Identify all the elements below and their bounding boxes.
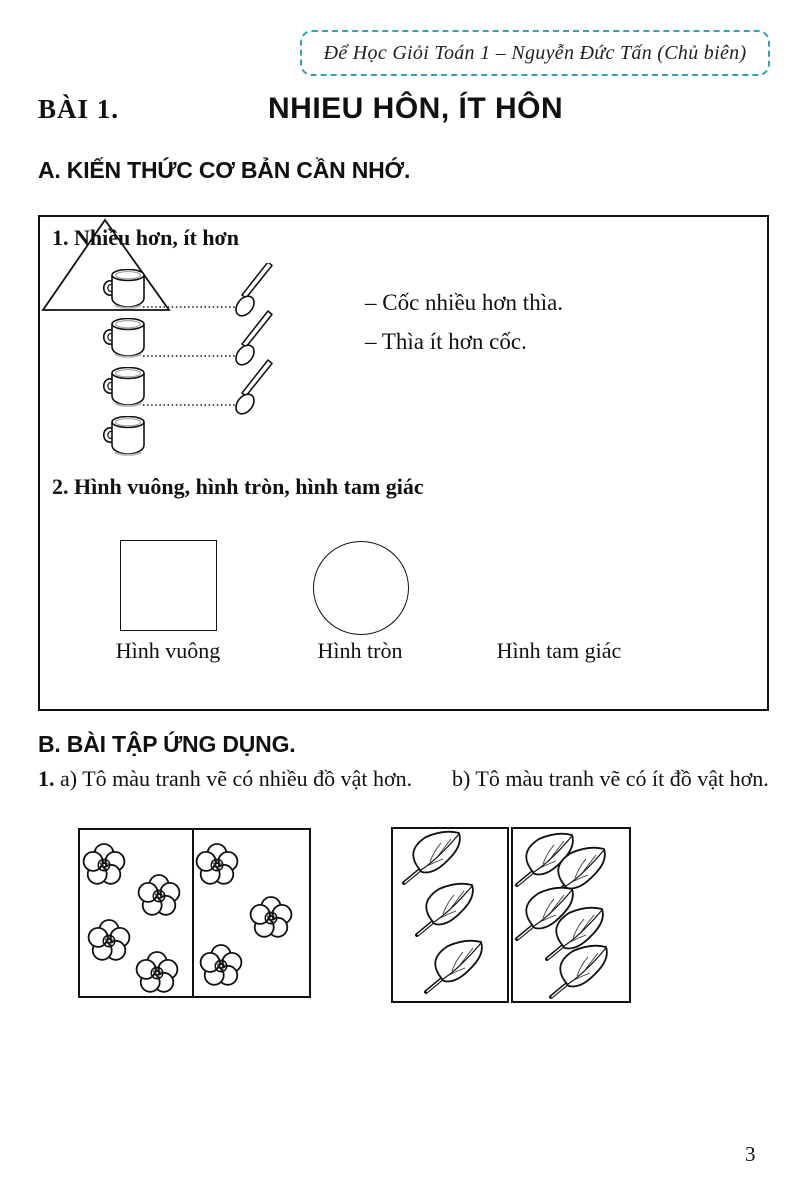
leaf-icon — [400, 829, 464, 887]
spoon-icon — [232, 263, 272, 319]
leaf-icon — [547, 943, 611, 1001]
exercise-1b-text — [452, 766, 769, 792]
item1-heading: 1. Nhiều hơn, ít hơn — [52, 225, 239, 250]
item2-heading: 2. Hình vuông, hình tròn, hình tam giác — [52, 474, 424, 499]
section-b-heading: B. BÀI TẬP ỨNG DỤNG. — [38, 731, 296, 757]
circle-label: Hình tròn — [317, 638, 403, 663]
flower-icon — [86, 917, 132, 963]
note-line: – Cốc nhiều hơn thìa. — [365, 290, 564, 315]
cup-icon — [104, 417, 144, 455]
flower-icon — [136, 872, 182, 918]
leaf-icon — [413, 881, 477, 939]
book-header-banner — [300, 30, 770, 76]
exercise-1a-text — [38, 766, 412, 792]
page-number: 3 — [745, 1142, 756, 1166]
flower-icon — [248, 894, 294, 940]
exercise-number: 1. — [38, 766, 55, 791]
cup-icon — [104, 368, 144, 406]
spoon-icon — [232, 311, 272, 368]
leaf-panel-fewer[interactable] — [391, 827, 509, 1003]
flower-panel-more[interactable] — [78, 828, 194, 998]
book-header-text: Để Học Giỏi Toán 1 – Nguyễn Đức Tấn (Chủ biên) — [323, 41, 747, 64]
lesson-number: BÀI 1. — [38, 94, 120, 124]
triangle-label: Hình tam giác — [496, 638, 622, 663]
flower-icon — [81, 841, 127, 887]
square-label: Hình vuông — [115, 638, 221, 663]
exercise-1b-label: b) Tô màu tranh vẽ có ít đồ vật hơn. — [452, 766, 769, 791]
flower-icon — [194, 841, 240, 887]
flower-icon — [198, 942, 244, 988]
circle-shape — [313, 541, 409, 635]
section-a-heading: A. KIẾN THỨC CƠ BẢN CẦN NHỚ. — [38, 157, 411, 183]
cups-spoons-illustration — [95, 263, 305, 475]
comparison-notes — [365, 283, 563, 361]
flower-icon — [134, 949, 180, 995]
lesson-title: NHIEU HÔN, ÍT HÔN — [268, 92, 564, 125]
leaf-icon — [422, 938, 486, 996]
flower-panel-fewer[interactable] — [192, 828, 311, 998]
leaf-panel-more[interactable] — [511, 827, 631, 1003]
cup-icon — [104, 319, 144, 357]
knowledge-box — [38, 215, 769, 711]
cup-icon — [104, 270, 144, 308]
note-line: – Thìa ít hơn cốc. — [365, 329, 527, 354]
square-shape — [120, 540, 217, 631]
spoon-icon — [232, 360, 272, 417]
exercise-1a-label: a) Tô màu tranh vẽ có nhiều đồ vật hơn. — [60, 766, 413, 791]
